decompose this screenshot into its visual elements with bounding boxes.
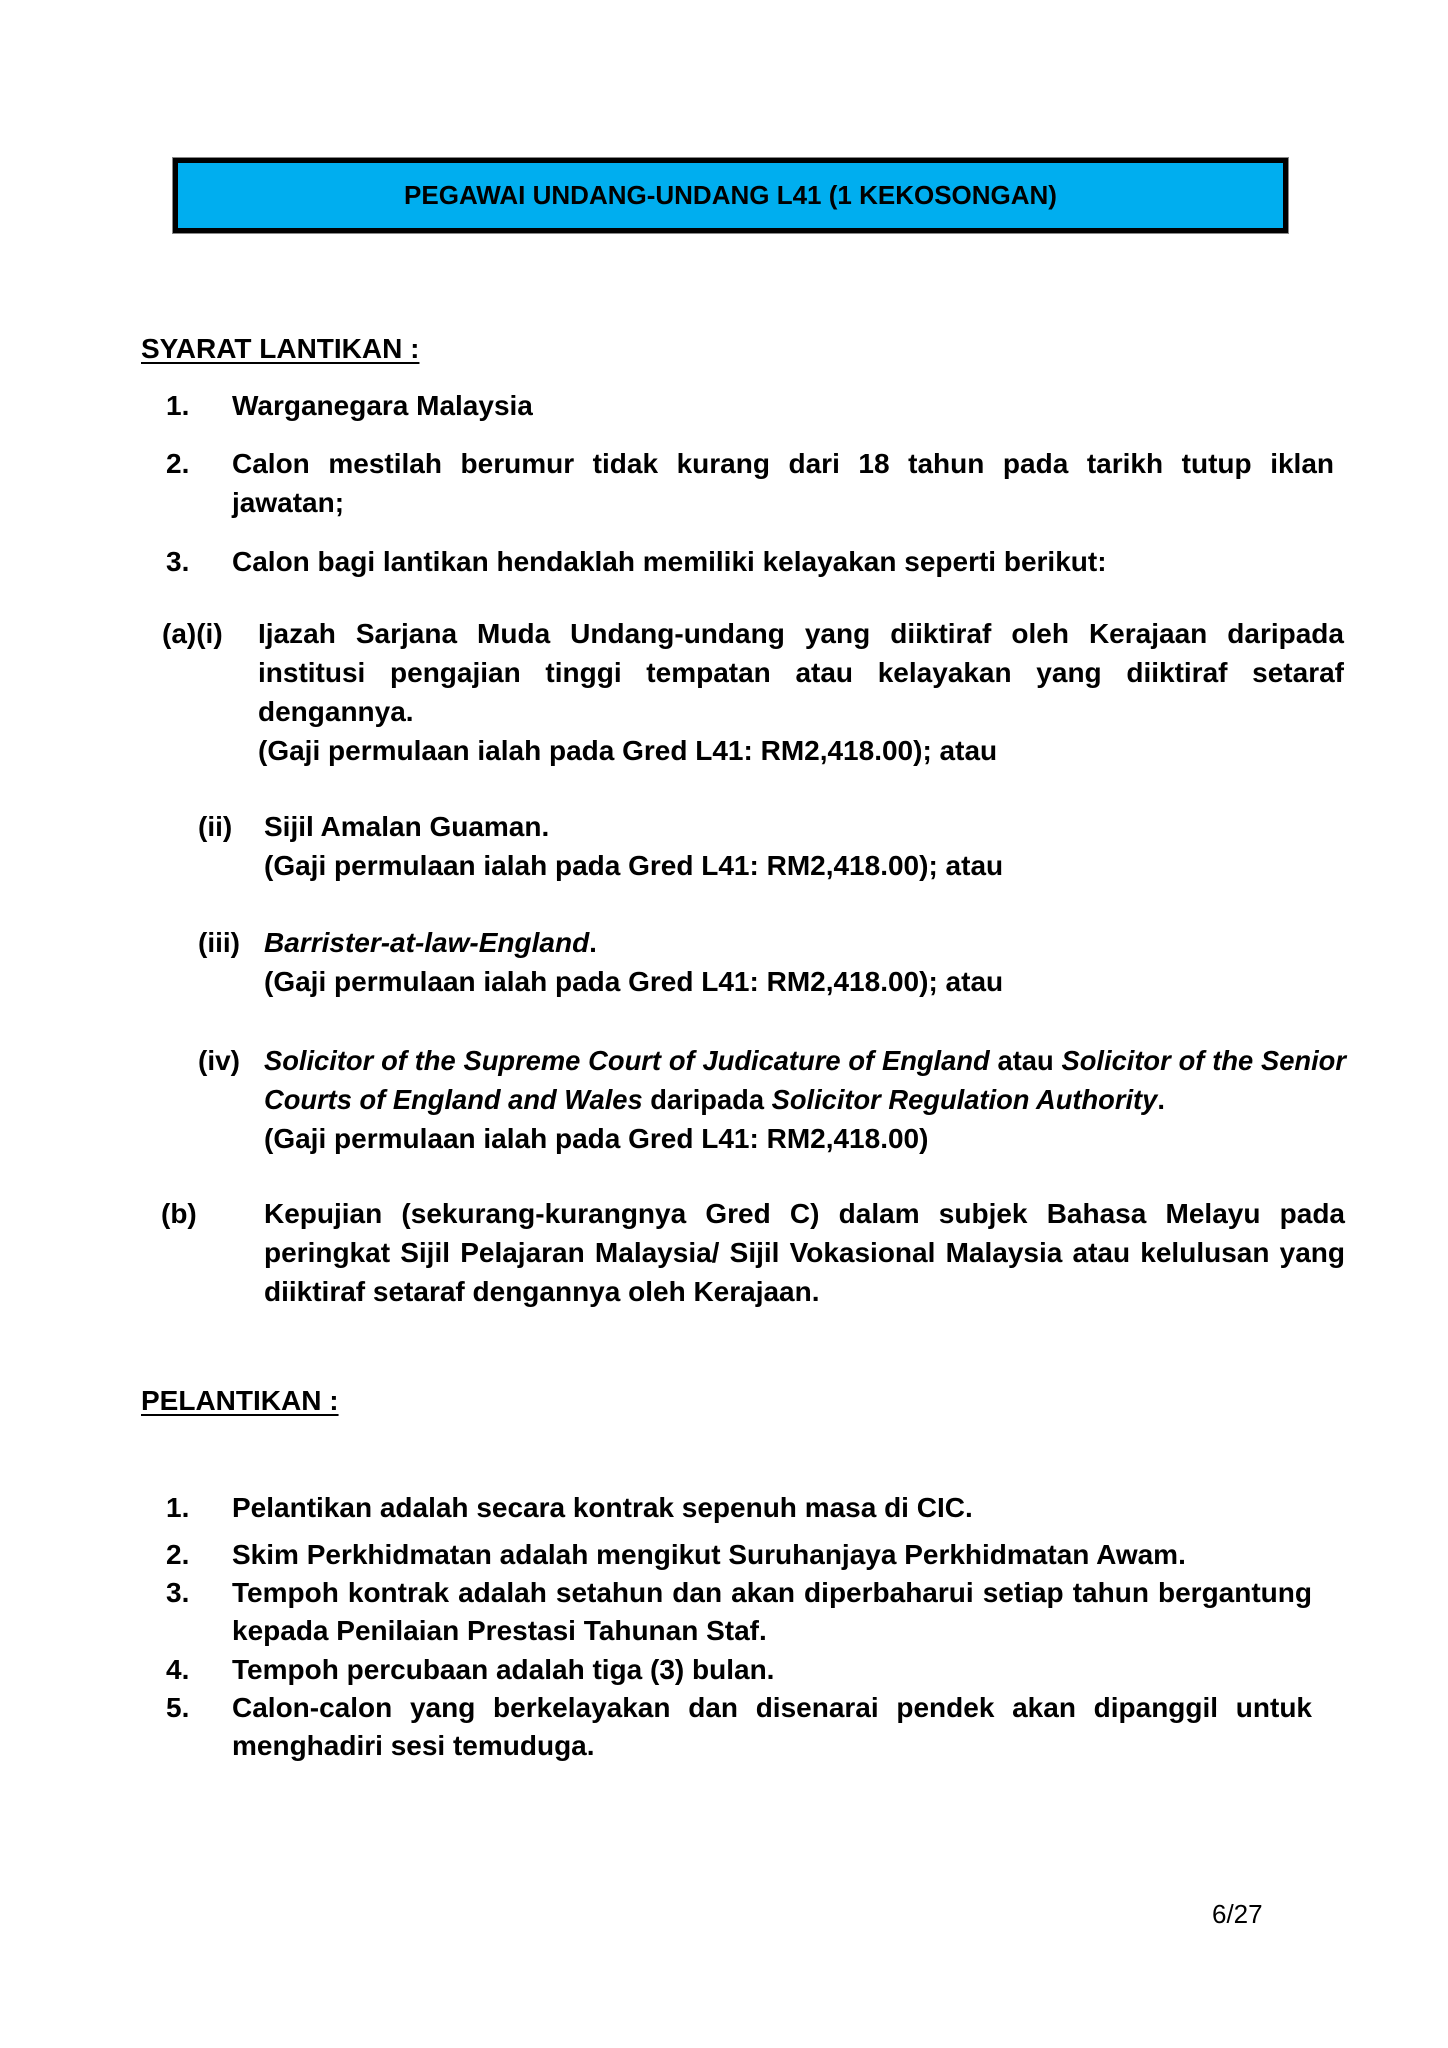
qualification-iv <box>198 1041 1348 1161</box>
qualification-label: (ii) <box>198 811 233 842</box>
syarat-lantikan-heading: SYARAT LANTIKAN : <box>141 333 420 364</box>
item-number: 1. <box>166 390 190 421</box>
qualification-b <box>161 1194 1347 1314</box>
item-number: 4. <box>166 1654 190 1685</box>
syarat-item <box>166 444 1346 522</box>
page-number: 6/27 <box>1212 1899 1263 1929</box>
qualification-text-wrap <box>264 1041 1346 1158</box>
qualification-ii <box>198 807 1348 887</box>
qualification-text: daripada <box>642 1084 772 1115</box>
qualification-text: Sijil Amalan Guaman. <box>264 811 550 842</box>
page-title: PEGAWAI UNDANG-UNDANG L41 (1 KEKOSONGAN) <box>404 180 1057 210</box>
qualification-label: (iv) <box>198 1045 240 1076</box>
qualification-text: Kepujian (sekurang-kurangnya Gred C) dalam subjek Bahasa Melayu pada peringkat Sijil Pelajaran Malaysia/ Sijil Vokasional Malaysia atau kelulusan yang diiktiraf setaraf dengannya oleh Kerajaan. <box>264 1198 1345 1307</box>
item-text: Warganegara Malaysia <box>232 390 533 421</box>
qualification-text-wrap <box>264 923 1344 1001</box>
salary-note: (Gaji permulaan ialah pada Gred L41: RM2,418.00) <box>264 1123 929 1154</box>
qualification-a-i <box>162 614 1347 774</box>
qualification-text-suffix: . <box>589 927 597 958</box>
item-text: Calon bagi lantikan hendaklah memiliki kelayakan seperti berikut: <box>232 546 1107 577</box>
item-text: Tempoh percubaan adalah tiga (3) bulan. <box>232 1654 775 1685</box>
qualification-text-italic: Solicitor of the Senior Courts of England and Wales <box>264 1045 1346 1115</box>
salary-note: (Gaji permulaan ialah pada Gred L41: RM2,418.00); atau <box>264 966 1004 997</box>
item-number: 3. <box>166 546 190 577</box>
item-text: Pelantikan adalah secara kontrak sepenuh masa di CIC. <box>232 1492 973 1523</box>
item-text: Skim Perkhidmatan adalah mengikut Suruhanjaya Perkhidmatan Awam. <box>232 1539 1186 1570</box>
syarat-item <box>166 542 1346 581</box>
item-number: 1. <box>166 1492 190 1523</box>
item-text: Tempoh kontrak adalah setahun dan akan diperbaharui setiap tahun bergantung kepada Penilaian Prestasi Tahunan Staf. <box>232 1577 1312 1646</box>
qualification-iii <box>198 923 1348 1003</box>
title-banner <box>173 158 1288 233</box>
item-number: 2. <box>166 448 190 479</box>
salary-note: (Gaji permulaan ialah pada Gred L41: RM2,418.00); atau <box>264 850 1004 881</box>
pelantikan-item <box>166 1574 1316 1650</box>
item-number: 5. <box>166 1692 190 1723</box>
qualification-text-italic: Solicitor of the Supreme Court of Judicature of England <box>264 1045 990 1076</box>
item-text: Calon mestilah berumur tidak kurang dari 18 tahun pada tarikh tutup iklan jawatan; <box>232 448 1334 518</box>
qualification-text-italic: Solicitor Regulation Authority <box>771 1084 1158 1115</box>
qualification-label: (b) <box>161 1198 197 1229</box>
qualification-label: (iii) <box>198 927 240 958</box>
item-number: 2. <box>166 1539 190 1570</box>
qualification-text: Ijazah Sarjana Muda Undang-undang yang diiktiraf oleh Kerajaan daripada institusi pengajian tinggi tempatan atau kelayakan yang diiktiraf setaraf dengannya. <box>258 618 1344 727</box>
syarat-item <box>166 386 1346 425</box>
item-number: 3. <box>166 1577 190 1608</box>
qualification-text-wrap <box>258 614 1344 770</box>
pelantikan-item <box>166 1689 1316 1765</box>
pelantikan-heading: PELANTIKAN : <box>141 1385 339 1416</box>
qualification-text-wrap <box>264 807 1344 885</box>
item-text: Calon-calon yang berkelayakan dan disenarai pendek akan dipanggil untuk menghadiri sesi temuduga. <box>232 1692 1312 1761</box>
qualification-label: (a)(i) <box>162 618 223 649</box>
pelantikan-item <box>166 1651 1316 1689</box>
qualification-text: . <box>1157 1084 1165 1115</box>
qualification-text: atau <box>989 1045 1062 1076</box>
qualification-text-italic: Barrister-at-law-England <box>264 927 590 958</box>
salary-note: (Gaji permulaan ialah pada Gred L41: RM2,418.00); atau <box>258 735 998 766</box>
pelantikan-item <box>166 1489 1316 1527</box>
pelantikan-item <box>166 1536 1316 1574</box>
